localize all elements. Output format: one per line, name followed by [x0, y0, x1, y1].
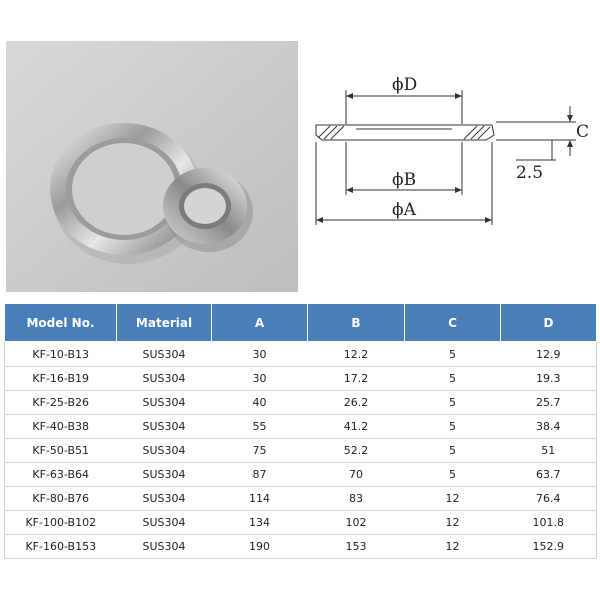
cell-material: SUS304 [117, 439, 212, 463]
cell-material: SUS304 [117, 415, 212, 439]
cell-model: KF-25-B26 [5, 391, 117, 415]
table-row [5, 487, 597, 511]
cell-c: 5 [405, 463, 501, 487]
dimension-label-d: ϕD [392, 75, 418, 95]
cell-b: 12.2 [308, 342, 405, 367]
cell-a: 114 [212, 487, 308, 511]
cell-c: 12 [405, 511, 501, 535]
cell-b: 70 [308, 463, 405, 487]
cell-c: 5 [405, 342, 501, 367]
cell-material: SUS304 [117, 463, 212, 487]
cell-model: KF-100-B102 [5, 511, 117, 535]
cell-material: SUS304 [117, 367, 212, 391]
dimension-label-b: ϕB [392, 170, 417, 190]
cell-d: 38.4 [501, 415, 597, 439]
cell-c: 12 [405, 535, 501, 559]
cell-model: KF-16-B19 [5, 367, 117, 391]
cell-c: 5 [405, 415, 501, 439]
header-material: Material [117, 304, 212, 342]
cell-d: 76.4 [501, 487, 597, 511]
cell-d: 152.9 [501, 535, 597, 559]
cell-b: 26.2 [308, 391, 405, 415]
header-d: D [501, 304, 597, 342]
cell-a: 190 [212, 535, 308, 559]
cell-b: 17.2 [308, 367, 405, 391]
cell-material: SUS304 [117, 391, 212, 415]
cell-c: 5 [405, 367, 501, 391]
cell-model: KF-80-B76 [5, 487, 117, 511]
table-row [5, 439, 597, 463]
header-model: Model No. [5, 304, 117, 342]
table-row [5, 391, 597, 415]
centering-ring-photo-icon [6, 41, 298, 292]
cell-material: SUS304 [117, 487, 212, 511]
cell-c: 5 [405, 391, 501, 415]
cell-b: 102 [308, 511, 405, 535]
cell-a: 30 [212, 342, 308, 367]
cell-d: 51 [501, 439, 597, 463]
cell-model: KF-10-B13 [5, 342, 117, 367]
dimension-drawing [304, 60, 596, 235]
cell-b: 83 [308, 487, 405, 511]
cell-b: 153 [308, 535, 405, 559]
cell-model: KF-50-B51 [5, 439, 117, 463]
table-row [5, 415, 597, 439]
table-row [5, 367, 597, 391]
cell-c: 5 [405, 439, 501, 463]
table-header-row [5, 304, 597, 342]
dimension-label-c: C [576, 122, 590, 142]
cell-model: KF-63-B64 [5, 463, 117, 487]
cell-b: 52.2 [308, 439, 405, 463]
table-row [5, 535, 597, 559]
cell-d: 25.7 [501, 391, 597, 415]
cell-d: 101.8 [501, 511, 597, 535]
cell-d: 12.9 [501, 342, 597, 367]
cell-a: 30 [212, 367, 308, 391]
table-row [5, 463, 597, 487]
cell-a: 55 [212, 415, 308, 439]
cell-material: SUS304 [117, 342, 212, 367]
cell-model: KF-40-B38 [5, 415, 117, 439]
dimension-label-thickness: 2.5 [516, 163, 544, 183]
cell-a: 134 [212, 511, 308, 535]
ring-cross-section-icon [304, 60, 596, 235]
dimension-label-a: ϕA [392, 200, 416, 220]
cell-d: 63.7 [501, 463, 597, 487]
header-a: A [212, 304, 308, 342]
cell-a: 87 [212, 463, 308, 487]
table-row [5, 511, 597, 535]
cell-d: 19.3 [501, 367, 597, 391]
product-photo [6, 41, 298, 292]
cell-c: 12 [405, 487, 501, 511]
cell-model: KF-160-B153 [5, 535, 117, 559]
header-c: C [405, 304, 501, 342]
table-row [5, 342, 597, 367]
cell-b: 41.2 [308, 415, 405, 439]
cell-material: SUS304 [117, 535, 212, 559]
header-b: B [308, 304, 405, 342]
cell-material: SUS304 [117, 511, 212, 535]
cell-a: 75 [212, 439, 308, 463]
cell-a: 40 [212, 391, 308, 415]
spec-table [4, 303, 597, 559]
